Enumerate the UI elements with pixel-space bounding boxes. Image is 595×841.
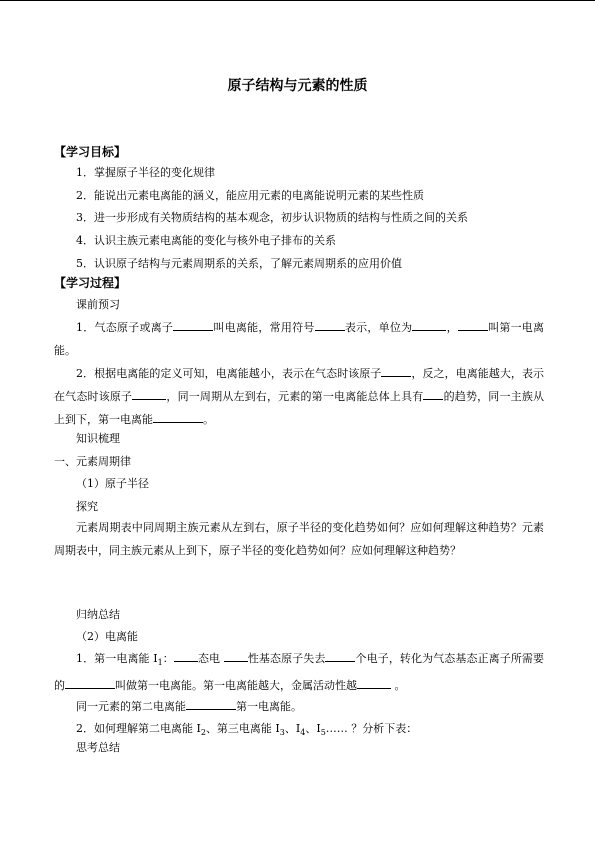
answer-blank[interactable] [132,388,166,400]
question-2: 2．根据电离能的定义可知，电离能越小，表示在气态时该原子 ，反之，电离能越大，表示在气态时该原子 ，同一周期从左到右，元素的第一电离能总体上具有 的趋势，同一主族从上到下，第一电离能 。 [54,367,545,426]
page-title: 原子结构与元素的性质 [227,78,368,94]
goal-item: 1．掌握原子半径的变化规律 [76,166,215,179]
explore-text: 元素周期表中同周期主族元素从左到右，原子半径的变化趋势如何？应如何理解这种趋势？元素周期表中，同主族元素从上到下，原子半径的变化趋势如何？应如何理解这种趋势？ [54,521,544,557]
question-ionization-series: 2．如何理解第二电离能 $I_2$、第三电离能 $I_3$、$I_4$、$I_5\dots\dots$ ？分析下表： [76,722,418,738]
question-1: 1．气态原子或离子 叫电离能，常用符号 表示，单位为 ， 叫第一电离能。 [54,321,545,357]
goal-item: 5．认识原子结构与元素周期系的关系，了解元素周期系的应用价值 [76,257,402,270]
answer-blank[interactable] [325,650,355,662]
goal-item: 4．认识主族元素电离能的变化与核外电子排布的关系 [76,234,336,247]
knowledge-label: 知识梳理 [76,432,120,445]
answer-blank[interactable] [153,411,203,423]
second-ionization-line: 同一元素的第二电离能 第一电离能。 [76,700,302,713]
process-heading: 【学习过程】 [54,276,127,290]
answer-blank[interactable] [224,650,248,662]
answer-blank[interactable] [458,319,488,331]
answer-blank[interactable] [173,319,213,331]
answer-blank[interactable] [186,698,236,710]
explore-label: 探究 [76,500,98,513]
answer-blank[interactable] [315,319,345,331]
answer-blank[interactable] [174,650,198,662]
ionization-definition: 1．第一电离能 $I_1$： 态电 性基态原子失去 个电子，转化为气态基态正离子所需要的 叫做第一电离能。第一电离能越大，金属活动性越 。 [54,652,545,693]
goals-heading: 【学习目标】 [54,145,127,159]
answer-blank[interactable] [412,319,446,331]
top-border-line [0,0,595,1]
preview-label: 课前预习 [76,298,120,311]
answer-blank[interactable] [65,677,115,689]
sub1-heading: （1）原子半径 [76,477,149,490]
answer-blank[interactable] [423,388,443,400]
summary-label: 归纳总结 [76,608,120,621]
answer-blank[interactable] [381,365,411,377]
answer-blank[interactable] [357,677,391,689]
sub2-heading: （2）电离能 [76,630,138,643]
think-summary-label: 思考总结 [76,741,120,754]
part1-heading: 一、元素周期律 [54,455,131,468]
goal-item: 3．进一步形成有关物质结构的基本观念，初步认识物质的结构与性质之间的关系 [76,211,468,224]
goal-item: 2．能说出元素电离能的涵义，能应用元素的电离能说明元素的某些性质 [76,189,424,202]
